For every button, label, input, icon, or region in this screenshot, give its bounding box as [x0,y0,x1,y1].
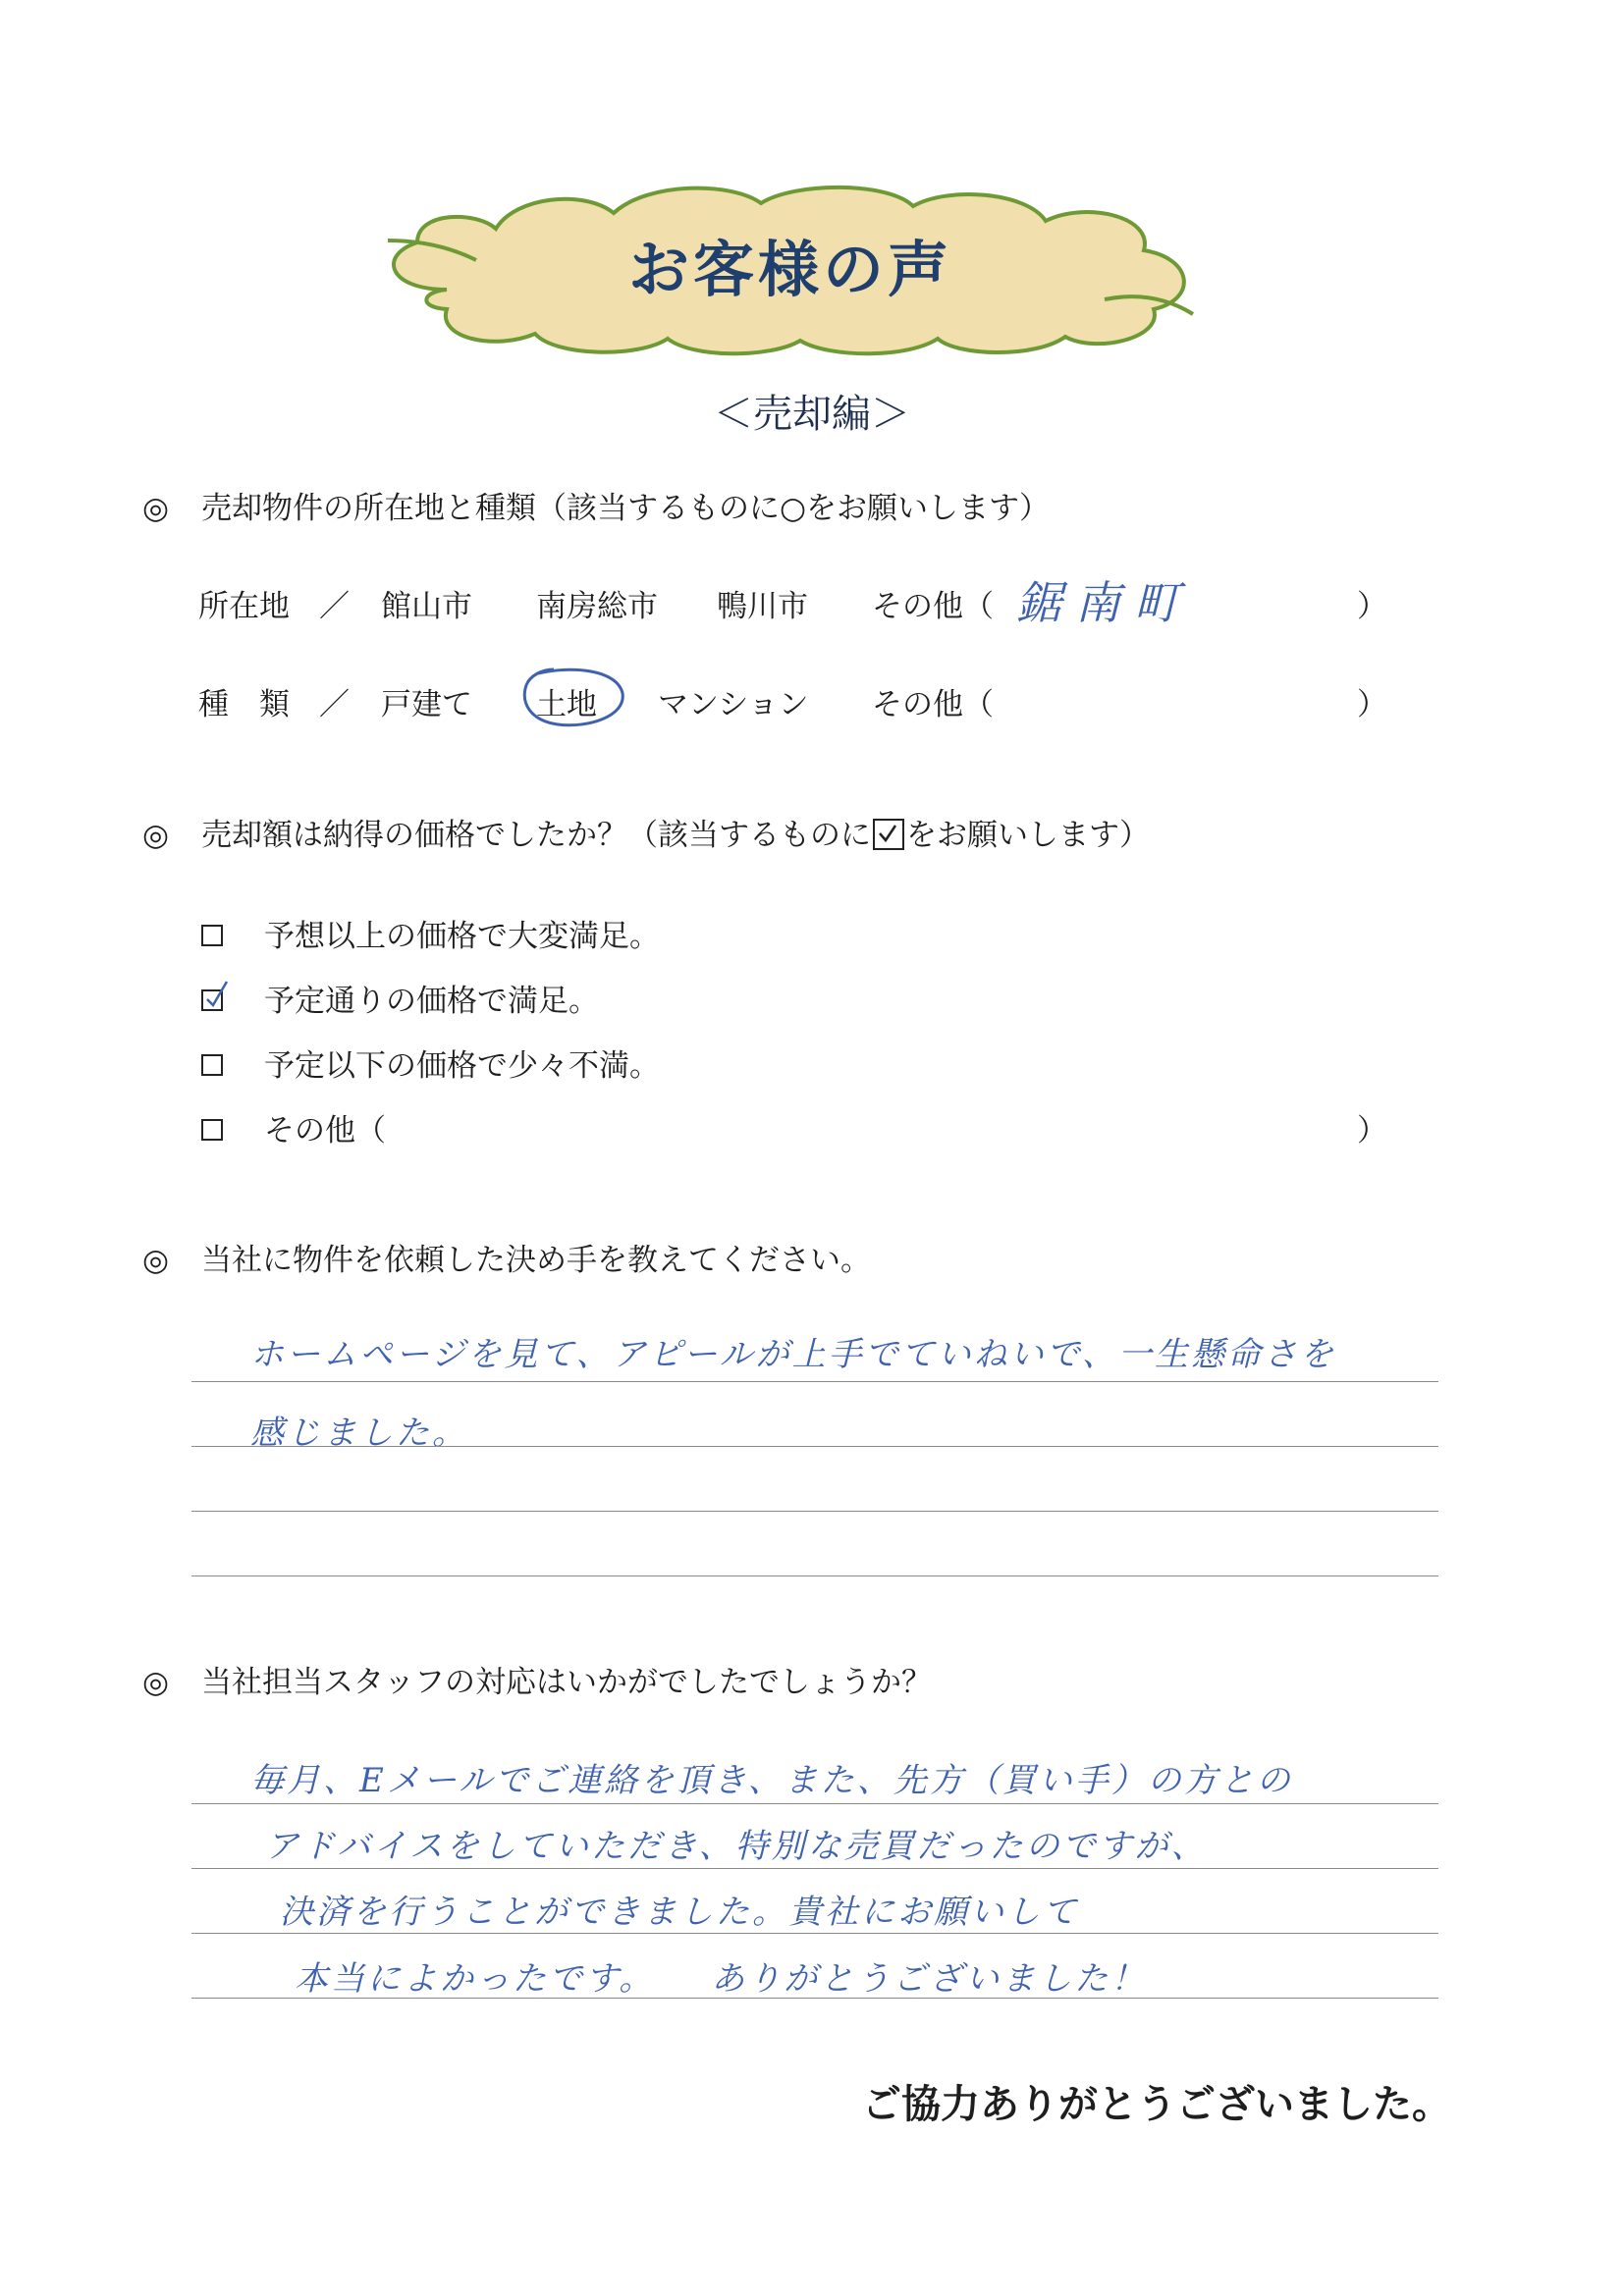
question-mark: ◎ [142,491,170,526]
q4-answer-line-3: 決済を行うことができました。貴社にお願いして [280,1893,1079,1932]
checkbox[interactable] [201,1054,223,1076]
q2-option-3[interactable] [201,1041,660,1085]
question-4-text: 当社担当スタッフの対応はいかがでしたでしょうか？ [201,1665,932,1700]
question-3 [142,1235,871,1279]
page-subtitle: ＜売却編＞ [714,392,910,437]
question-3-text: 当社に物件を依頼した決め手を教えてください。 [201,1243,871,1278]
selected-circle-mark [518,664,628,730]
q3-answer-line-1: ホームページを見て、アピールが上手でていねいで、一生懸命さを [250,1335,1336,1374]
q4-answer-line-2: アドバイスをしていただき、特別な売買だったのですが、 [265,1827,1208,1866]
location-option-minamiboso[interactable]: 南房総市 [536,589,658,624]
question-mark: ◎ [142,818,170,853]
closing-message: ご協力ありがとうございました。 [862,2082,1451,2127]
question-1 [142,483,1050,527]
answer-rule [191,1933,1438,1934]
type-option-land[interactable]: 土地 [536,687,597,722]
location-slash: ／ [319,589,350,624]
checkbox[interactable] [201,925,223,946]
checkbox-sample-icon [873,819,904,850]
question-1-text: 売却物件の所在地と種類（該当するものに○をお願いします） [201,491,1051,526]
question-2 [142,810,1150,854]
q4-answer-line-4: 本当によかったです。 ありがとうございました！ [295,1959,1148,1999]
location-label: 所在地 [198,589,290,624]
answer-rule [191,1381,1438,1382]
q3-answer-line-2: 感じました。 [250,1414,468,1453]
q2-option-2[interactable] [201,976,599,1020]
type-close-paren: ） [1357,687,1387,722]
q2-option-3-label: 予定以下の価格で少々不満。 [264,1048,660,1084]
location-close-paren: ） [1357,589,1387,624]
q2-option-4[interactable] [201,1105,386,1149]
q2-other-close-paren: ） [1357,1113,1387,1148]
question-mark: ◎ [142,1243,170,1278]
q2-option-4-label: その他（ [264,1113,386,1148]
type-other-label: その他（ [872,687,994,722]
type-slash: ／ [319,687,350,722]
location-other-label: その他（ [872,589,994,624]
answer-rule [191,1803,1438,1804]
page-title: お客様の声 [627,234,952,305]
answer-rule [191,1446,1438,1447]
q2-option-1[interactable] [201,911,660,955]
type-option-house[interactable]: 戸建て [381,687,472,722]
location-other-handwritten: 鋸南町 [1016,576,1193,629]
q2-option-1-label: 予想以上の価格で大変満足。 [264,919,660,954]
question-4 [142,1657,932,1701]
location-option-kamogawa[interactable]: 鴨川市 [717,589,808,624]
answer-rule [191,1575,1438,1576]
question-2-text-after: をお願いします） [906,818,1150,853]
question-2-text-before: 売却額は納得の価格でしたか？（該当するものに [201,818,871,853]
checkbox[interactable] [201,1119,223,1141]
answer-rule [191,1511,1438,1512]
q4-answer-line-1: 毎月、Eメールでご連絡を頂き、また、先方（買い手）の方との [250,1761,1293,1800]
answer-rule [191,1998,1438,1999]
type-option-mansion[interactable]: マンション [658,687,809,722]
type-label: 種 類 [198,687,290,722]
location-option-tateyama[interactable]: 館山市 [381,589,472,624]
answer-rule [191,1868,1438,1869]
checkbox-checked[interactable] [201,989,223,1011]
q2-option-2-label: 予定通りの価格で満足。 [264,984,599,1019]
question-mark: ◎ [142,1665,170,1700]
